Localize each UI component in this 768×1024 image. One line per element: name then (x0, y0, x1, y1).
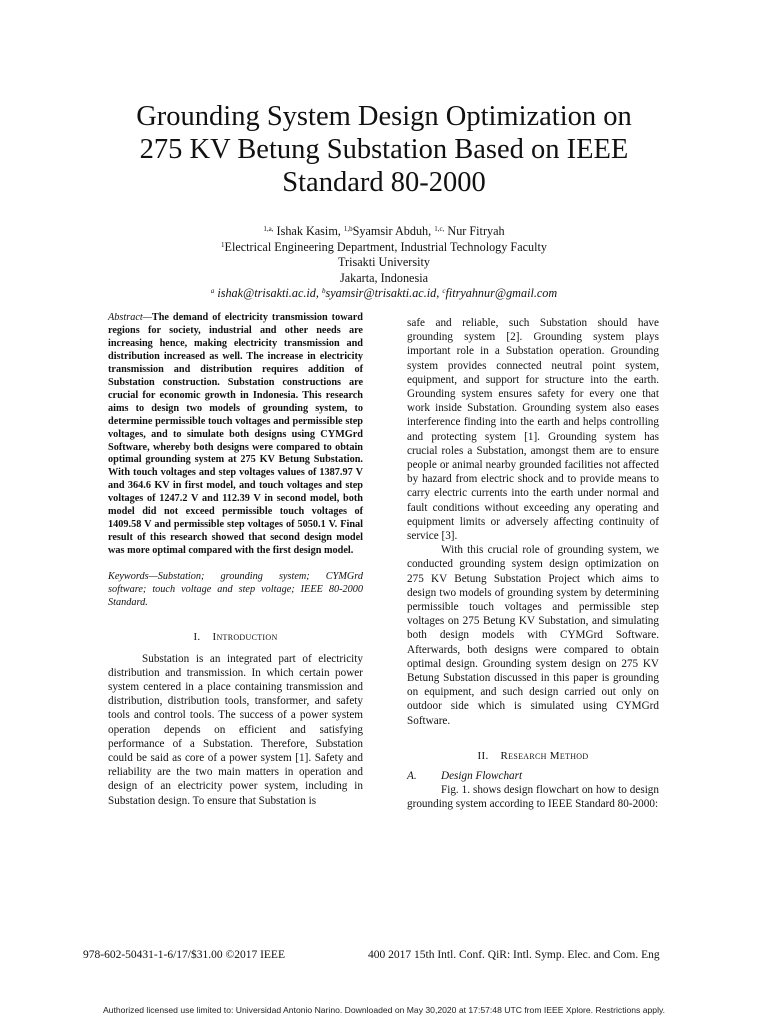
author-names (80, 224, 688, 240)
email-3-superscript: c (442, 287, 446, 295)
author-3-name: Nur Fitryah (447, 224, 505, 238)
abstract-label: Abstract— (108, 312, 152, 323)
section-2-heading (407, 749, 659, 763)
city-line: Jakarta, Indonesia (340, 270, 428, 285)
paper-title (80, 100, 688, 199)
design-flowchart-paragraph: Fig. 1. shows design flowchart on how to design grounding system according to IEEE Standard 80-2000: (407, 784, 659, 811)
abstract (108, 312, 363, 558)
university-line: Trisakti University (338, 255, 430, 269)
title-line-2: 275 KV Betung Substation Based on IEEE (139, 134, 629, 165)
subsection-a-heading (407, 769, 659, 783)
footer-page-and-conference: 400 2017 15th Intl. Conf. QiR: Intl. Symp. Elec. and Com. Eng (368, 949, 660, 961)
left-column (108, 312, 363, 808)
email-1-superscript: a (210, 287, 215, 295)
author-block (80, 224, 688, 302)
affiliation-superscript: 1 (221, 240, 225, 249)
introduction-paragraph-1-continued: safe and reliable, such Substation should have grounding system [2]. Grounding system plays important role in a Substation operation. Grounding system provides connected neutral point system, equipment, and support for structure into the earth. Grounding system ensures safety for every one that work inside Substation. Grounding system also eases interference finding into the earth and helps controlling and protecting system [1]. Grounding system has crucial roles a Substation, amongst them are to ensure people or animal nearby grounded facilities not affected by hazard from electric shock and to provide means to carry electric currents into the earth under normal and fault conditions without exceeding any operating and equipment limits or adversely affecting continuity of service [3]. (407, 317, 659, 543)
affiliation-text: Electrical Engineering Department, Industrial Technology Faculty (224, 239, 547, 254)
license-notice: Authorized licensed use limited to: Universidad Antonio Narino. Downloaded on May 30,2020 at 17:57:48 UTC from IEEE Xplore. Restrictions apply. (102, 1005, 666, 1015)
introduction-paragraph-1: Substation is an integrated part of electricity distribution and transmission. In which certain power system centered in a place containing transmission and distribution, distribution tools, transformer, and safety tools and control tools. The success of a power system operation depends on efficient and satisfying performance of a Substation. Therefore, Substation could be said as core of a power system [1]. Safety and reliability are the two main matters in operation and design of an electricity power system, including in Substation design. To ensure that Substation is (108, 652, 363, 807)
subsection-a-letter: A. (407, 769, 417, 782)
email-3: fitryahnur@gmail.com (445, 286, 558, 300)
author-1-superscript: 1,a, (263, 225, 274, 233)
author-2-name: Syamsir Abduh, (352, 224, 432, 238)
introduction-paragraph-2: With this crucial role of grounding system, we conducted grounding system design optimization on 275 KV Betung Substation Project which aims to design two models of grounding system by determining permissible touch voltages and permissible step voltages on 275 Betung KV Substation, and simulating both design models with CYMGrd Software. Afterwards, both designs were compared to obtain optimal design. Grounding system design on 275 KV Betung Substation discussed in this paper is grounding on equipment, and such design carried out only on outdoor side which is simulated using CYMGrd Software. (407, 544, 659, 727)
author-2-superscript: 1,b (343, 225, 353, 233)
section-2-title: Research Method (500, 749, 589, 762)
title-line-1: Grounding System Design Optimization on (136, 101, 632, 132)
section-1-heading (108, 630, 363, 644)
email-2-superscript: b (321, 287, 326, 295)
subsection-a-title: Design Flowchart (441, 769, 523, 782)
section-1-number: I. (193, 630, 201, 643)
email-2: syamsir@trisakti.ac.id, (325, 286, 440, 300)
keywords: Keywords—Substation; grounding system; CYMGrd software; touch voltage and step voltage; IEEE 80-2000 Standard. (108, 571, 363, 608)
affiliation-line (80, 240, 688, 256)
section-1-title: Introduction (212, 630, 278, 643)
email-line (80, 286, 688, 302)
right-column (407, 316, 659, 812)
section-2-number: II. (477, 749, 489, 762)
abstract-text: The demand of electricity transmission toward regions for society, industrial and other needs are increasing hence, making electricity transmission and distribution increased as well. The increase in electricity transmission and distribution requires addition of Substation construction. Substation constructions are crucial for economic growth in Indonesia. This research aims to design two models of grounding system, to determine permissible touch voltages and permissible step voltages, and to simulate both designs using CYMGrd Software, whereby both designs were compared to obtain optimal grounding system at 275 KV Betung Substation. With touch voltages and step voltages values of 1387.97 V and 364.6 KV in first model, and touch voltages and step voltages of 1247.2 V and 112.39 V in second model, both model did not exceed permissible touch voltages of 1409.58 V and permissible step voltages of 5050.1 V. Final result of this research showed that second design model was more optimal compared with the first design model. (108, 312, 363, 557)
author-3-superscript: 1,c, (434, 225, 445, 233)
title-line-3: Standard 80-2000 (282, 167, 486, 198)
email-1: ishak@trisakti.ac.id, (217, 286, 319, 300)
footer-isbn: 978-602-50431-1-6/17/$31.00 ©2017 IEEE (83, 949, 285, 961)
author-1-name: Ishak Kasim, (276, 224, 341, 238)
